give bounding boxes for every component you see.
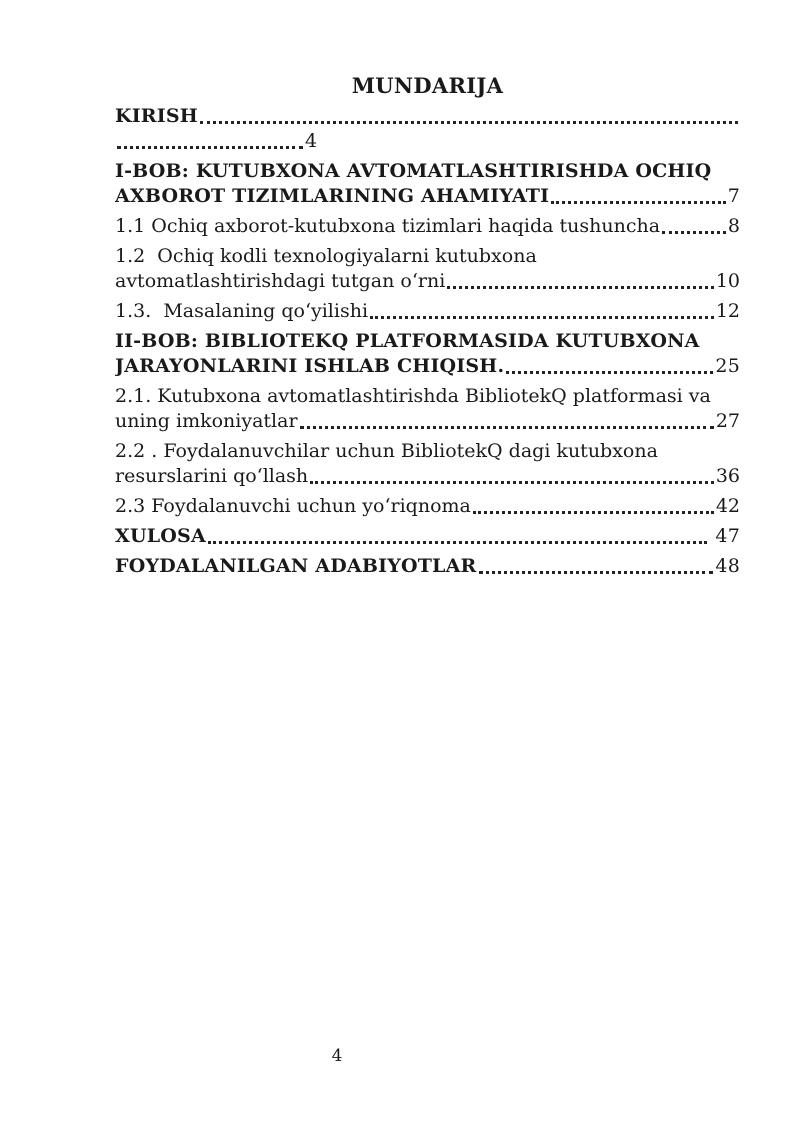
toc-line (115, 329, 740, 354)
toc-paragraph (115, 159, 740, 209)
toc-line (115, 159, 740, 184)
toc-page-number: 10 (715, 270, 740, 292)
toc-entry-text: 2.3 Foydalanuvchi uchun yoʻriqnoma (115, 495, 471, 517)
toc-paragraph (115, 439, 740, 489)
toc-entry-text: 1.2 Ochiq kodli texnologiyalarni kutubxona (115, 245, 537, 267)
toc-paragraph (115, 104, 740, 154)
dot-leader (300, 426, 714, 429)
toc-paragraph (115, 554, 740, 579)
footer-page-number: 4 (331, 1046, 343, 1066)
dot-leader (473, 511, 714, 514)
toc-entry-text: avtomatlashtirishdagi tutgan oʻrni (115, 270, 446, 292)
dot-leader (117, 146, 303, 149)
toc (115, 104, 740, 579)
toc-line (115, 409, 740, 434)
toc-page-number: 8 (727, 215, 740, 237)
toc-line (115, 554, 740, 579)
toc-paragraph (115, 214, 740, 239)
toc-entry-text: I-BOB: KUTUBXONA AVTOMATLASHTIRISHDA OCHIQ (115, 160, 712, 182)
dot-leader (447, 286, 714, 289)
toc-content (115, 73, 740, 579)
toc-paragraph (115, 299, 740, 324)
toc-line (115, 129, 740, 154)
toc-paragraph (115, 384, 740, 434)
toc-page-number: 25 (715, 355, 740, 377)
toc-entry-text: AXBOROT TIZIMLARINING AHAMIYATI (115, 185, 550, 207)
toc-entry-text: 2.1. Kutubxona avtomatlashtirishda BibliotekQ platformasi va (115, 385, 711, 407)
toc-line (115, 354, 740, 379)
toc-line (115, 299, 740, 324)
dot-leader (506, 371, 713, 374)
toc-page-number: 47 (709, 525, 740, 547)
toc-entry-text: 2.2 . Foydalanuvchilar uchun BibliotekQ dagi kutubxona (115, 440, 658, 462)
dot-leader (370, 316, 714, 319)
toc-page-number: 48 (715, 555, 740, 577)
toc-paragraph (115, 494, 740, 519)
toc-entry-text: JARAYONLARINI ISHLAB CHIQISH. (115, 355, 505, 377)
toc-entry-text: II-BOB: BIBLIOTEKQ PLATFORMASIDA KUTUBXONA (115, 330, 700, 352)
toc-line (115, 104, 740, 129)
toc-line (115, 494, 740, 519)
toc-line (115, 464, 740, 489)
toc-page-number: 7 (727, 185, 740, 207)
toc-entry-text: KIRISH (115, 105, 198, 127)
dot-leader (551, 201, 725, 204)
toc-line (115, 214, 740, 239)
toc-paragraph (115, 524, 740, 549)
toc-page-number: 36 (715, 465, 740, 487)
toc-entry-text: XULOSA (115, 525, 206, 547)
toc-entry-text: FOYDALANILGAN ADABIYOTLAR (115, 555, 477, 577)
toc-line (115, 524, 740, 549)
toc-paragraph (115, 244, 740, 294)
toc-entry-text: 1.1 Ochiq axborot-kutubxona tizimlari haqida tushuncha (115, 215, 661, 237)
dot-leader (310, 481, 714, 484)
toc-page-number: 42 (715, 495, 740, 517)
dot-leader (662, 231, 726, 234)
toc-entry-text: 1.3. Masalaning qoʻyilishi (115, 300, 369, 322)
toc-page-number: 4 (305, 130, 318, 152)
toc-page-number: 12 (715, 300, 740, 322)
toc-entry-text: uning imkoniyatlar (115, 410, 298, 432)
toc-line (115, 184, 740, 209)
dot-leader (208, 541, 707, 544)
dot-leader (200, 121, 738, 124)
toc-line (115, 384, 740, 409)
toc-paragraph (115, 329, 740, 379)
toc-page-number: 27 (715, 410, 740, 432)
dot-leader (479, 571, 714, 574)
page-title: MUNDARIJA (351, 73, 504, 98)
toc-line (115, 439, 740, 464)
toc-line (115, 244, 740, 269)
toc-entry-text: resurslarini qoʻllash (115, 465, 309, 487)
toc-line (115, 269, 740, 294)
